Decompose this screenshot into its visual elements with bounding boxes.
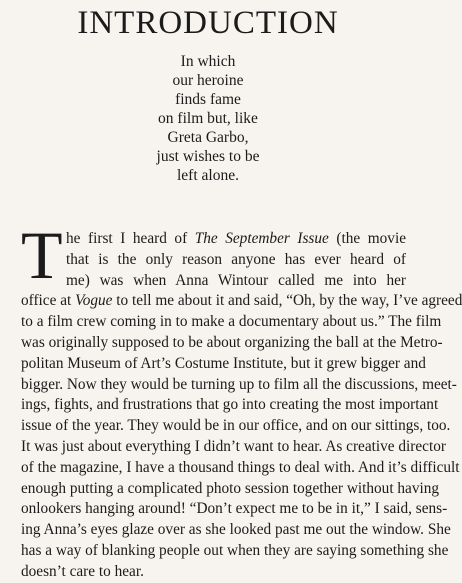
body-line: enough putting a complicated photo session together without having (21, 479, 440, 497)
drop-cap: T (21, 217, 63, 293)
body-line: he first I heard of The September Issue (the movie (66, 230, 406, 247)
chapter-epigraph (0, 52, 416, 185)
chapter-title: INTRODUCTION (77, 5, 339, 41)
body-line: politan Museum of Art’s Costume Institute, but it grew bigger and (21, 354, 426, 372)
body-line: me) was when Anna Wintour called me into her (66, 271, 406, 289)
body-line: issue of the year. They would be in our office, and on our sittings, too. (21, 417, 451, 435)
body-line: has a way of blanking people out when they are saying something she (21, 541, 449, 559)
epigraph-line: just wishes to be (156, 148, 260, 165)
body-line: was originally supposed to be about organizing the ball at the Metro- (21, 333, 443, 351)
epigraph-line: left alone. (177, 167, 239, 184)
body-line: doesn’t care to hear. (21, 562, 144, 580)
epigraph-line: on film but, like (158, 110, 258, 127)
epigraph-line: Greta Garbo, (167, 129, 249, 146)
body-line: onlookers hanging around! “Don’t expect me to be in it,” I said, sens- (21, 500, 448, 518)
body-line: that is the only reason anyone has ever heard of (66, 250, 406, 268)
body-line: office at Vogue to tell me about it and said, “Oh, by the way, I’ve agreed (21, 292, 462, 310)
body-line: It was just about everything I didn’t want to hear. As creative director (21, 437, 446, 455)
body-paragraph (21, 229, 462, 583)
body-line: ings, fights, and frustrations that go into creating the most important (21, 396, 439, 414)
body-line: of the magazine, I have a thousand things to deal with. And it’s difficult (21, 458, 460, 476)
body-line: ing Anna’s eyes glaze over as she looked past me out the window. She (21, 521, 451, 539)
epigraph-line: In which (180, 53, 236, 70)
epigraph-line: our heroine (172, 72, 244, 89)
body-line: to a film crew coming in to make a documentary about us.” The film (21, 313, 442, 331)
epigraph-line: finds fame (175, 91, 241, 108)
body-line: bigger. Now they would be turning up to film all the discussions, meet- (21, 375, 457, 393)
